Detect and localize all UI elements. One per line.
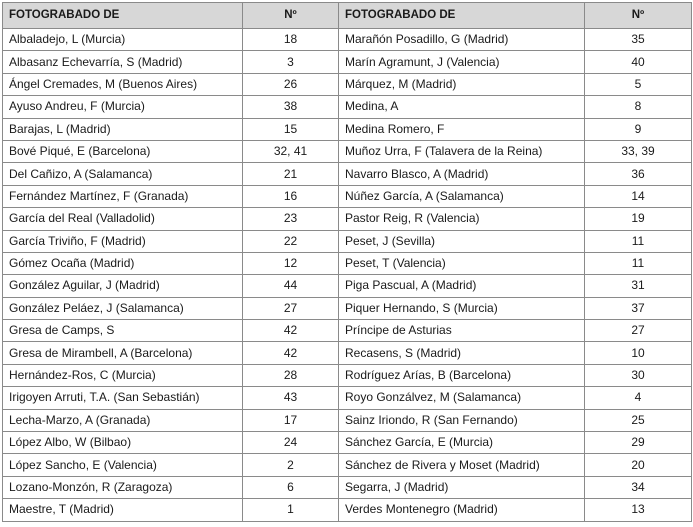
left-number-cell: 38 [243, 96, 339, 118]
table-row [3, 163, 692, 185]
left-name-cell: Lozano-Monzón, R (Zaragoza) [3, 476, 243, 498]
left-number-cell: 18 [243, 29, 339, 51]
right-name-cell: Sánchez de Rivera y Moset (Madrid) [339, 454, 585, 476]
left-number-cell: 16 [243, 185, 339, 207]
left-name-cell: Ayuso Andreu, F (Murcia) [3, 96, 243, 118]
right-number-cell: 8 [585, 96, 692, 118]
table-header-row [3, 3, 692, 29]
right-number-cell: 9 [585, 118, 692, 140]
table-row [3, 364, 692, 386]
right-number-cell: 40 [585, 51, 692, 73]
right-number-cell: 30 [585, 364, 692, 386]
right-name-cell: Piga Pascual, A (Madrid) [339, 275, 585, 297]
left-name-cell: García del Real (Valladolid) [3, 208, 243, 230]
table-row [3, 499, 692, 521]
right-name-cell: Medina Romero, F [339, 118, 585, 140]
left-name-cell: Hernández-Ros, C (Murcia) [3, 364, 243, 386]
right-number-cell: 27 [585, 320, 692, 342]
left-number-cell: 42 [243, 342, 339, 364]
right-number-cell: 25 [585, 409, 692, 431]
left-name-cell: Fernández Martínez, F (Granada) [3, 185, 243, 207]
left-number-cell: 12 [243, 252, 339, 274]
table-row [3, 320, 692, 342]
left-name-cell: Gresa de Mirambell, A (Barcelona) [3, 342, 243, 364]
right-number-cell: 19 [585, 208, 692, 230]
right-number-cell: 35 [585, 29, 692, 51]
right-name-cell: Rodríguez Arías, B (Barcelona) [339, 364, 585, 386]
left-name-cell: Albaladejo, L (Murcia) [3, 29, 243, 51]
table-row [3, 409, 692, 431]
right-name-cell: Segarra, J (Madrid) [339, 476, 585, 498]
right-name-cell: Pastor Reig, R (Valencia) [339, 208, 585, 230]
table-row [3, 51, 692, 73]
right-name-cell: Márquez, M (Madrid) [339, 73, 585, 95]
table-body [3, 29, 692, 522]
right-number-header: Nº [585, 3, 692, 29]
left-name-cell: Bové Piqué, E (Barcelona) [3, 140, 243, 162]
left-number-header: Nº [243, 3, 339, 29]
left-number-cell: 1 [243, 499, 339, 521]
right-name-cell: Sainz Iriondo, R (San Fernando) [339, 409, 585, 431]
left-name-cell: Albasanz Echevarría, S (Madrid) [3, 51, 243, 73]
left-name-cell: Ángel Cremades, M (Buenos Aires) [3, 73, 243, 95]
left-number-cell: 22 [243, 230, 339, 252]
right-number-cell: 14 [585, 185, 692, 207]
table-row [3, 29, 692, 51]
left-number-cell: 27 [243, 297, 339, 319]
table-row [3, 387, 692, 409]
left-number-cell: 26 [243, 73, 339, 95]
left-number-cell: 42 [243, 320, 339, 342]
left-name-cell: Irigoyen Arruti, T.A. (San Sebastián) [3, 387, 243, 409]
table-row [3, 230, 692, 252]
table-row [3, 297, 692, 319]
table-row [3, 476, 692, 498]
right-name-cell: Peset, T (Valencia) [339, 252, 585, 274]
table-row [3, 432, 692, 454]
left-number-cell: 23 [243, 208, 339, 230]
left-number-cell: 24 [243, 432, 339, 454]
left-number-cell: 17 [243, 409, 339, 431]
left-number-cell: 21 [243, 163, 339, 185]
table-row [3, 185, 692, 207]
right-name-cell: Royo Gonzálvez, M (Salamanca) [339, 387, 585, 409]
table-row [3, 208, 692, 230]
right-name-cell: Núñez García, A (Salamanca) [339, 185, 585, 207]
table-row [3, 252, 692, 274]
right-name-cell: Navarro Blasco, A (Madrid) [339, 163, 585, 185]
left-name-cell: Maestre, T (Madrid) [3, 499, 243, 521]
right-number-cell: 29 [585, 432, 692, 454]
right-number-cell: 33, 39 [585, 140, 692, 162]
right-name-cell: Marañón Posadillo, G (Madrid) [339, 29, 585, 51]
left-number-cell: 3 [243, 51, 339, 73]
right-number-cell: 34 [585, 476, 692, 498]
table-row [3, 96, 692, 118]
left-name-cell: González Peláez, J (Salamanca) [3, 297, 243, 319]
left-number-cell: 43 [243, 387, 339, 409]
table-row [3, 73, 692, 95]
left-number-cell: 28 [243, 364, 339, 386]
left-name-header: FOTOGRABADO DE [3, 3, 243, 29]
left-name-cell: García Triviño, F (Madrid) [3, 230, 243, 252]
left-name-cell: Gómez Ocaña (Madrid) [3, 252, 243, 274]
table-row [3, 342, 692, 364]
right-name-cell: Medina, A [339, 96, 585, 118]
table-row [3, 275, 692, 297]
table-row [3, 140, 692, 162]
right-number-cell: 36 [585, 163, 692, 185]
photoengraver-index-table [2, 2, 692, 522]
right-name-cell: Recasens, S (Madrid) [339, 342, 585, 364]
table-row [3, 118, 692, 140]
left-name-cell: Gresa de Camps, S [3, 320, 243, 342]
left-number-cell: 44 [243, 275, 339, 297]
table-row [3, 454, 692, 476]
right-number-cell: 10 [585, 342, 692, 364]
right-number-cell: 5 [585, 73, 692, 95]
left-name-cell: Barajas, L (Madrid) [3, 118, 243, 140]
left-name-cell: López Sancho, E (Valencia) [3, 454, 243, 476]
left-name-cell: González Aguilar, J (Madrid) [3, 275, 243, 297]
right-number-cell: 31 [585, 275, 692, 297]
right-name-cell: Peset, J (Sevilla) [339, 230, 585, 252]
left-name-cell: Lecha-Marzo, A (Granada) [3, 409, 243, 431]
left-name-cell: López Albo, W (Bilbao) [3, 432, 243, 454]
right-number-cell: 37 [585, 297, 692, 319]
right-number-cell: 11 [585, 252, 692, 274]
left-name-cell: Del Cañizo, A (Salamanca) [3, 163, 243, 185]
left-number-cell: 2 [243, 454, 339, 476]
right-name-cell: Sánchez García, E (Murcia) [339, 432, 585, 454]
right-number-cell: 4 [585, 387, 692, 409]
right-name-header: FOTOGRABADO DE [339, 3, 585, 29]
right-name-cell: Muñoz Urra, F (Talavera de la Reina) [339, 140, 585, 162]
right-name-cell: Marín Agramunt, J (Valencia) [339, 51, 585, 73]
right-name-cell: Príncipe de Asturias [339, 320, 585, 342]
left-number-cell: 6 [243, 476, 339, 498]
left-number-cell: 15 [243, 118, 339, 140]
right-name-cell: Piquer Hernando, S (Murcia) [339, 297, 585, 319]
right-number-cell: 20 [585, 454, 692, 476]
right-number-cell: 11 [585, 230, 692, 252]
left-number-cell: 32, 41 [243, 140, 339, 162]
right-number-cell: 13 [585, 499, 692, 521]
right-name-cell: Verdes Montenegro (Madrid) [339, 499, 585, 521]
